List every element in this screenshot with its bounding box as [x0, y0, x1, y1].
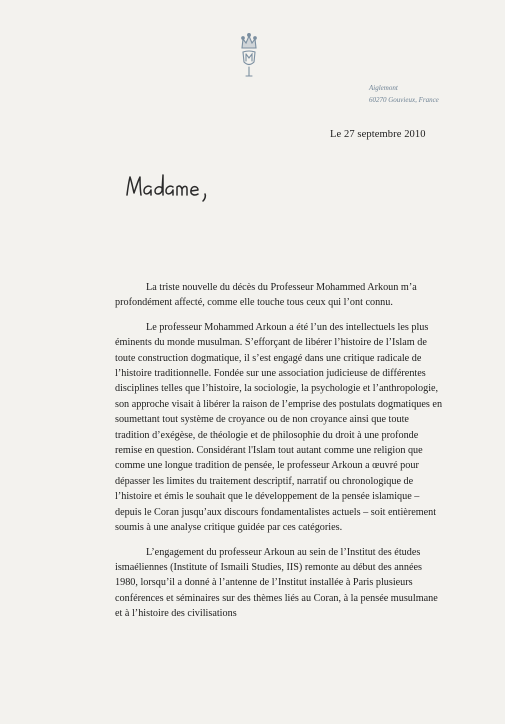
- letter-body: [115, 280, 445, 631]
- paragraph: L’engagement du professeur Arkoun au sein de l’Institut des études ismaéliennes (Institute of Ismaili Studies, IIS) remonte au début des années 1980, lorsqu’il a donné à l’antenne de l’Institut installée à Paris plusieurs conférences et séminaires sur des thèmes liés au Coran, à la pensée musulmane et à l’histoire des civilisations: [115, 546, 438, 620]
- paragraph: La triste nouvelle du décès du Professeur Mohammed Arkoun m’a profondément affecté, comme elle touche tous ceux qui l’ont connu.: [115, 282, 417, 309]
- crest-emblem-icon: [236, 30, 262, 80]
- address-line-1: Aiglemont: [369, 84, 398, 92]
- paragraph: Le professeur Mohammed Arkoun a été l’un des intellectuels les plus éminents du monde musulman. S’efforçant de libérer l’histoire de l’Islam de toute construction dogmatique, il s’est engagé dans une critique radicale de l’histoire traditionnelle. Fondée sur une association judicieuse de différentes disciplines telles que l’histoire, la sociologie, la psychologie et l’anthropologie, son approche visait à libérer la raison de l’emprise des postulats dogmatiques en soumettant tout système de croyance ou de non croyance ainsi que toute tradition d’exégèse, de théologie et de philosophie du droit à une profonde remise en question. Considérant l'Islam tout autant comme une religion que comme une longue tradition de pensée, le professeur Arkoun a œuvré pour dépasser les limites du traitement descriptif, narratif ou chronologique de l’histoire et émis le souhait que le développement de la pensée islamique – depuis le Coran jusqu’aux discours fondamentalistes actuels – soit entièrement soumis à une analyse critique guidée par ces catégories.: [115, 321, 443, 534]
- handwritten-salutation: [124, 165, 224, 205]
- address-line-2: 60270 Gouvieux, France: [369, 96, 439, 104]
- letterhead-address: [369, 82, 439, 106]
- letter-date: Le 27 septembre 2010: [330, 129, 426, 140]
